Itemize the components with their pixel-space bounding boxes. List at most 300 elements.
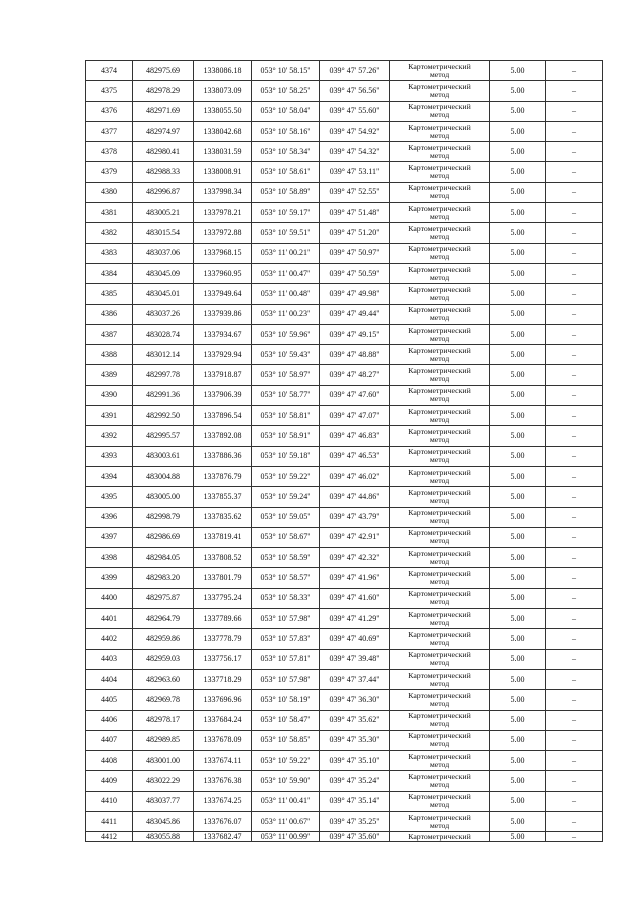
longitude-cell: 039° 47' 36.30" (320, 690, 390, 710)
method-line-2: метод (429, 495, 450, 505)
point-number-cell: 4379 (86, 162, 133, 182)
accuracy-cell: 5.00 (490, 101, 546, 121)
method-line-1: Картометрический (408, 284, 471, 294)
dash-cell: – (546, 588, 603, 608)
dash-cell: – (546, 345, 603, 365)
latitude-cell: 053° 10' 59.96" (252, 324, 320, 344)
y-coordinate-cell: 1337801.79 (194, 568, 252, 588)
method-line-1: Картометрический (408, 305, 471, 315)
method-line-1: Картометрический (408, 731, 471, 741)
point-number-cell: 4410 (86, 791, 133, 811)
latitude-cell: 053° 10' 59.22" (252, 466, 320, 486)
latitude-cell: 053° 10' 58.81" (252, 406, 320, 426)
latitude-cell: 053° 10' 58.67" (252, 527, 320, 547)
y-coordinate-cell: 1338008.91 (194, 162, 252, 182)
longitude-cell: 039° 47' 35.60" (320, 832, 390, 842)
method-line-1: Картометрический (408, 528, 471, 538)
table-row (86, 345, 603, 365)
y-coordinate-cell: 1337934.67 (194, 324, 252, 344)
y-coordinate-cell: 1337682.47 (194, 832, 252, 842)
dash-cell: – (546, 203, 603, 223)
dash-cell: – (546, 548, 603, 568)
table-row (86, 811, 603, 831)
latitude-cell: 053° 10' 58.16" (252, 121, 320, 141)
point-number-cell: 4396 (86, 507, 133, 527)
method-cell (390, 466, 490, 486)
longitude-cell: 039° 47' 43.79" (320, 507, 390, 527)
table-row (86, 609, 603, 629)
method-line-2: метод (429, 353, 450, 363)
method-cell (390, 142, 490, 162)
y-coordinate-cell: 1338031.59 (194, 142, 252, 162)
dash-cell: – (546, 162, 603, 182)
point-number-cell: 4391 (86, 406, 133, 426)
latitude-cell: 053° 10' 58.61" (252, 162, 320, 182)
latitude-cell: 053° 11' 00.67" (252, 811, 320, 831)
table-row (86, 406, 603, 426)
method-line-2: метод (429, 252, 450, 262)
longitude-cell: 039° 47' 35.10" (320, 751, 390, 771)
method-cell (390, 649, 490, 669)
y-coordinate-cell: 1337676.07 (194, 811, 252, 831)
method-line-2: метод (429, 536, 450, 546)
accuracy-cell: 5.00 (490, 426, 546, 446)
method-line-1: Картометрический (408, 609, 471, 619)
x-coordinate-cell: 482975.69 (133, 61, 194, 81)
accuracy-cell: 5.00 (490, 446, 546, 466)
longitude-cell: 039° 47' 42.32" (320, 548, 390, 568)
dash-cell: – (546, 771, 603, 791)
point-number-cell: 4380 (86, 182, 133, 202)
accuracy-cell: 5.00 (490, 487, 546, 507)
x-coordinate-cell: 483001.00 (133, 751, 194, 771)
x-coordinate-cell: 482989.85 (133, 730, 194, 750)
table-row (86, 527, 603, 547)
dash-cell: – (546, 791, 603, 811)
method-cell (390, 203, 490, 223)
accuracy-cell: 5.00 (490, 182, 546, 202)
method-line-1: Картометрический (408, 224, 471, 234)
longitude-cell: 039° 47' 46.83" (320, 426, 390, 446)
method-line-2: метод (429, 516, 450, 526)
latitude-cell: 053° 11' 00.48" (252, 284, 320, 304)
y-coordinate-cell: 1337718.29 (194, 669, 252, 689)
longitude-cell: 039° 47' 39.48" (320, 649, 390, 669)
table-row (86, 751, 603, 771)
longitude-cell: 039° 47' 57.26" (320, 61, 390, 81)
method-line-2: метод (429, 780, 450, 790)
accuracy-cell: 5.00 (490, 466, 546, 486)
accuracy-cell: 5.00 (490, 81, 546, 101)
method-line-2: метод (429, 800, 450, 810)
latitude-cell: 053° 11' 00.47" (252, 263, 320, 283)
method-cell (390, 588, 490, 608)
method-line-1: Картометрический (408, 122, 471, 132)
method-line-2: метод (429, 150, 450, 160)
table-row (86, 629, 603, 649)
x-coordinate-cell: 482963.60 (133, 669, 194, 689)
method-cell (390, 568, 490, 588)
dash-cell: – (546, 324, 603, 344)
accuracy-cell: 5.00 (490, 365, 546, 385)
y-coordinate-cell: 1337998.34 (194, 182, 252, 202)
table-row (86, 690, 603, 710)
x-coordinate-cell: 482978.29 (133, 81, 194, 101)
x-coordinate-cell: 483045.86 (133, 811, 194, 831)
table-row (86, 142, 603, 162)
point-number-cell: 4378 (86, 142, 133, 162)
longitude-cell: 039° 47' 42.91" (320, 527, 390, 547)
point-number-cell: 4382 (86, 223, 133, 243)
y-coordinate-cell: 1337876.79 (194, 466, 252, 486)
longitude-cell: 039° 47' 41.96" (320, 568, 390, 588)
method-cell (390, 832, 490, 842)
x-coordinate-cell: 483045.09 (133, 263, 194, 283)
method-line-2: метод (429, 597, 450, 607)
method-line-1: Картометрический (408, 670, 471, 680)
y-coordinate-cell: 1338055.50 (194, 101, 252, 121)
table-row (86, 791, 603, 811)
method-line-1: Картометрический (408, 406, 471, 416)
method-cell (390, 710, 490, 730)
method-line-1: Картометрический (408, 325, 471, 335)
y-coordinate-cell: 1337795.24 (194, 588, 252, 608)
method-cell (390, 771, 490, 791)
longitude-cell: 039° 47' 51.48" (320, 203, 390, 223)
y-coordinate-cell: 1337808.52 (194, 548, 252, 568)
accuracy-cell: 5.00 (490, 284, 546, 304)
accuracy-cell: 5.00 (490, 710, 546, 730)
accuracy-cell: 5.00 (490, 588, 546, 608)
method-cell (390, 629, 490, 649)
method-line-2: метод (429, 191, 450, 201)
accuracy-cell: 5.00 (490, 385, 546, 405)
x-coordinate-cell: 482971.69 (133, 101, 194, 121)
method-line-1: Картометрический (408, 711, 471, 721)
method-line-1: Картометрический (408, 792, 471, 802)
point-number-cell: 4394 (86, 466, 133, 486)
method-line-2: метод (429, 232, 450, 242)
method-cell (390, 406, 490, 426)
method-line-2: метод (429, 556, 450, 566)
y-coordinate-cell: 1337886.36 (194, 446, 252, 466)
table-row (86, 548, 603, 568)
y-coordinate-cell: 1337978.21 (194, 203, 252, 223)
longitude-cell: 039° 47' 46.53" (320, 446, 390, 466)
point-number-cell: 4384 (86, 263, 133, 283)
method-cell (390, 446, 490, 466)
latitude-cell: 053° 10' 59.17" (252, 203, 320, 223)
y-coordinate-cell: 1337939.86 (194, 304, 252, 324)
method-cell (390, 791, 490, 811)
latitude-cell: 053° 10' 58.97" (252, 365, 320, 385)
table-row (86, 568, 603, 588)
accuracy-cell: 5.00 (490, 548, 546, 568)
method-line-1: Картометрический (408, 508, 471, 518)
latitude-cell: 053° 10' 58.47" (252, 710, 320, 730)
dash-cell: – (546, 710, 603, 730)
method-cell (390, 345, 490, 365)
table-row (86, 385, 603, 405)
table-row (86, 426, 603, 446)
method-line-2: метод (429, 475, 450, 485)
x-coordinate-cell: 482983.20 (133, 568, 194, 588)
y-coordinate-cell: 1337968.15 (194, 243, 252, 263)
method-cell (390, 263, 490, 283)
point-number-cell: 4405 (86, 690, 133, 710)
accuracy-cell: 5.00 (490, 203, 546, 223)
y-coordinate-cell: 1337819.41 (194, 527, 252, 547)
x-coordinate-cell: 483005.00 (133, 487, 194, 507)
method-line-1: Картометрический (408, 426, 471, 436)
method-line-2: метод (429, 820, 450, 830)
longitude-cell: 039° 47' 37.44" (320, 669, 390, 689)
dash-cell: – (546, 365, 603, 385)
point-number-cell: 4381 (86, 203, 133, 223)
table-row (86, 162, 603, 182)
longitude-cell: 039° 47' 47.07" (320, 406, 390, 426)
accuracy-cell: 5.00 (490, 406, 546, 426)
accuracy-cell: 5.00 (490, 832, 546, 842)
method-cell (390, 690, 490, 710)
latitude-cell: 053° 10' 58.19" (252, 690, 320, 710)
accuracy-cell: 5.00 (490, 263, 546, 283)
y-coordinate-cell: 1337756.17 (194, 649, 252, 669)
latitude-cell: 053° 10' 57.81" (252, 649, 320, 669)
table-row (86, 365, 603, 385)
accuracy-cell: 5.00 (490, 791, 546, 811)
method-line-1: Картометрический (408, 447, 471, 457)
point-number-cell: 4397 (86, 527, 133, 547)
document-page (85, 60, 602, 842)
method-cell (390, 751, 490, 771)
longitude-cell: 039° 47' 52.55" (320, 182, 390, 202)
accuracy-cell: 5.00 (490, 771, 546, 791)
method-cell (390, 811, 490, 831)
dash-cell: – (546, 629, 603, 649)
method-cell (390, 61, 490, 81)
method-line-2: метод (429, 577, 450, 587)
longitude-cell: 039° 47' 35.14" (320, 791, 390, 811)
point-number-cell: 4399 (86, 568, 133, 588)
method-cell (390, 507, 490, 527)
x-coordinate-cell: 483037.77 (133, 791, 194, 811)
y-coordinate-cell: 1337972.88 (194, 223, 252, 243)
longitude-cell: 039° 47' 44.86" (320, 487, 390, 507)
y-coordinate-cell: 1337678.09 (194, 730, 252, 750)
method-line-2: метод (429, 333, 450, 343)
method-line-2: метод (429, 414, 450, 424)
dash-cell: – (546, 406, 603, 426)
accuracy-cell: 5.00 (490, 243, 546, 263)
dash-cell: – (546, 751, 603, 771)
dash-cell: – (546, 568, 603, 588)
longitude-cell: 039° 47' 41.29" (320, 609, 390, 629)
method-line-2: метод (429, 374, 450, 384)
longitude-cell: 039° 47' 55.60" (320, 101, 390, 121)
y-coordinate-cell: 1337778.79 (194, 629, 252, 649)
table-row (86, 446, 603, 466)
method-line-2: метод (429, 69, 450, 79)
longitude-cell: 039° 47' 35.25" (320, 811, 390, 831)
accuracy-cell: 5.00 (490, 507, 546, 527)
method-line-2: метод (429, 455, 450, 465)
method-line-1: Картометрический (408, 548, 471, 558)
method-line-1: Картометрический (408, 366, 471, 376)
point-number-cell: 4377 (86, 121, 133, 141)
longitude-cell: 039° 47' 56.56" (320, 81, 390, 101)
x-coordinate-cell: 482995.57 (133, 426, 194, 446)
table-row (86, 588, 603, 608)
latitude-cell: 053° 10' 59.51" (252, 223, 320, 243)
method-line-2: метод (429, 130, 450, 140)
point-number-cell: 4389 (86, 365, 133, 385)
method-cell (390, 527, 490, 547)
point-number-cell: 4387 (86, 324, 133, 344)
longitude-cell: 039° 47' 49.15" (320, 324, 390, 344)
point-number-cell: 4375 (86, 81, 133, 101)
method-cell (390, 304, 490, 324)
dash-cell: – (546, 730, 603, 750)
y-coordinate-cell: 1338073.09 (194, 81, 252, 101)
method-cell (390, 223, 490, 243)
latitude-cell: 053° 10' 58.34" (252, 142, 320, 162)
x-coordinate-cell: 483045.01 (133, 284, 194, 304)
latitude-cell: 053° 10' 58.77" (252, 385, 320, 405)
longitude-cell: 039° 47' 50.97" (320, 243, 390, 263)
point-number-cell: 4404 (86, 669, 133, 689)
accuracy-cell: 5.00 (490, 669, 546, 689)
x-coordinate-cell: 483037.06 (133, 243, 194, 263)
y-coordinate-cell: 1337684.24 (194, 710, 252, 730)
point-number-cell: 4401 (86, 609, 133, 629)
y-coordinate-cell: 1337676.38 (194, 771, 252, 791)
table-row (86, 304, 603, 324)
method-line-1: Картометрический (408, 812, 471, 822)
method-line-1: Картометрический (408, 345, 471, 355)
method-cell (390, 365, 490, 385)
coordinates-table (85, 60, 603, 842)
latitude-cell: 053° 11' 00.99" (252, 832, 320, 842)
method-line-1: Картометрический (408, 102, 471, 112)
y-coordinate-cell: 1337696.96 (194, 690, 252, 710)
longitude-cell: 039° 47' 40.69" (320, 629, 390, 649)
y-coordinate-cell: 1337835.62 (194, 507, 252, 527)
latitude-cell: 053° 10' 58.89" (252, 182, 320, 202)
y-coordinate-cell: 1337960.95 (194, 263, 252, 283)
point-number-cell: 4408 (86, 751, 133, 771)
accuracy-cell: 5.00 (490, 629, 546, 649)
x-coordinate-cell: 483004.88 (133, 466, 194, 486)
longitude-cell: 039° 47' 35.30" (320, 730, 390, 750)
method-line-1: Картометрический (408, 203, 471, 213)
table-row (86, 710, 603, 730)
latitude-cell: 053° 10' 58.33" (252, 588, 320, 608)
method-cell (390, 730, 490, 750)
accuracy-cell: 5.00 (490, 568, 546, 588)
y-coordinate-cell: 1337674.11 (194, 751, 252, 771)
point-number-cell: 4376 (86, 101, 133, 121)
method-line-2: метод (429, 110, 450, 120)
method-line-1: Картометрический (408, 569, 471, 579)
table-row (86, 730, 603, 750)
accuracy-cell: 5.00 (490, 324, 546, 344)
method-cell (390, 487, 490, 507)
method-line-2: метод (429, 89, 450, 99)
longitude-cell: 039° 47' 41.60" (320, 588, 390, 608)
method-line-2: метод (429, 739, 450, 749)
point-number-cell: 4374 (86, 61, 133, 81)
x-coordinate-cell: 482986.69 (133, 527, 194, 547)
table-row (86, 324, 603, 344)
dash-cell: – (546, 223, 603, 243)
accuracy-cell: 5.00 (490, 751, 546, 771)
method-line-2: метод (429, 211, 450, 221)
table-row (86, 649, 603, 669)
method-line-1: Картометрический (408, 589, 471, 599)
latitude-cell: 053° 10' 59.22" (252, 751, 320, 771)
dash-cell: – (546, 385, 603, 405)
longitude-cell: 039° 47' 50.59" (320, 263, 390, 283)
method-line-1: Картометрический (408, 61, 471, 71)
dash-cell: – (546, 121, 603, 141)
longitude-cell: 039° 47' 35.62" (320, 710, 390, 730)
table-row (86, 466, 603, 486)
method-line-1: Картометрический (408, 163, 471, 173)
longitude-cell: 039° 47' 46.02" (320, 466, 390, 486)
y-coordinate-cell: 1337855.37 (194, 487, 252, 507)
method-line-2: метод (429, 698, 450, 708)
latitude-cell: 053° 10' 59.90" (252, 771, 320, 791)
latitude-cell: 053° 10' 58.04" (252, 101, 320, 121)
dash-cell: – (546, 669, 603, 689)
longitude-cell: 039° 47' 47.60" (320, 385, 390, 405)
point-number-cell: 4393 (86, 446, 133, 466)
point-number-cell: 4411 (86, 811, 133, 831)
method-cell (390, 81, 490, 101)
dash-cell: – (546, 609, 603, 629)
x-coordinate-cell: 482980.41 (133, 142, 194, 162)
method-line-2: метод (429, 678, 450, 688)
method-line-2: метод (429, 292, 450, 302)
method-line-2: метод (429, 617, 450, 627)
point-number-cell: 4409 (86, 771, 133, 791)
latitude-cell: 053° 11' 00.41" (252, 791, 320, 811)
point-number-cell: 4406 (86, 710, 133, 730)
table-row (86, 832, 603, 842)
accuracy-cell: 5.00 (490, 811, 546, 831)
point-number-cell: 4407 (86, 730, 133, 750)
method-cell (390, 162, 490, 182)
dash-cell: – (546, 284, 603, 304)
table-row (86, 101, 603, 121)
dash-cell: – (546, 142, 603, 162)
method-cell (390, 101, 490, 121)
method-cell (390, 324, 490, 344)
point-number-cell: 4395 (86, 487, 133, 507)
table-row (86, 223, 603, 243)
longitude-cell: 039° 47' 49.98" (320, 284, 390, 304)
point-number-cell: 4383 (86, 243, 133, 263)
x-coordinate-cell: 482969.78 (133, 690, 194, 710)
latitude-cell: 053° 10' 57.98" (252, 609, 320, 629)
accuracy-cell: 5.00 (490, 345, 546, 365)
x-coordinate-cell: 483003.61 (133, 446, 194, 466)
latitude-cell: 053° 11' 00.21" (252, 243, 320, 263)
dash-cell: – (546, 182, 603, 202)
dash-cell: – (546, 446, 603, 466)
method-line-2: метод (429, 171, 450, 181)
